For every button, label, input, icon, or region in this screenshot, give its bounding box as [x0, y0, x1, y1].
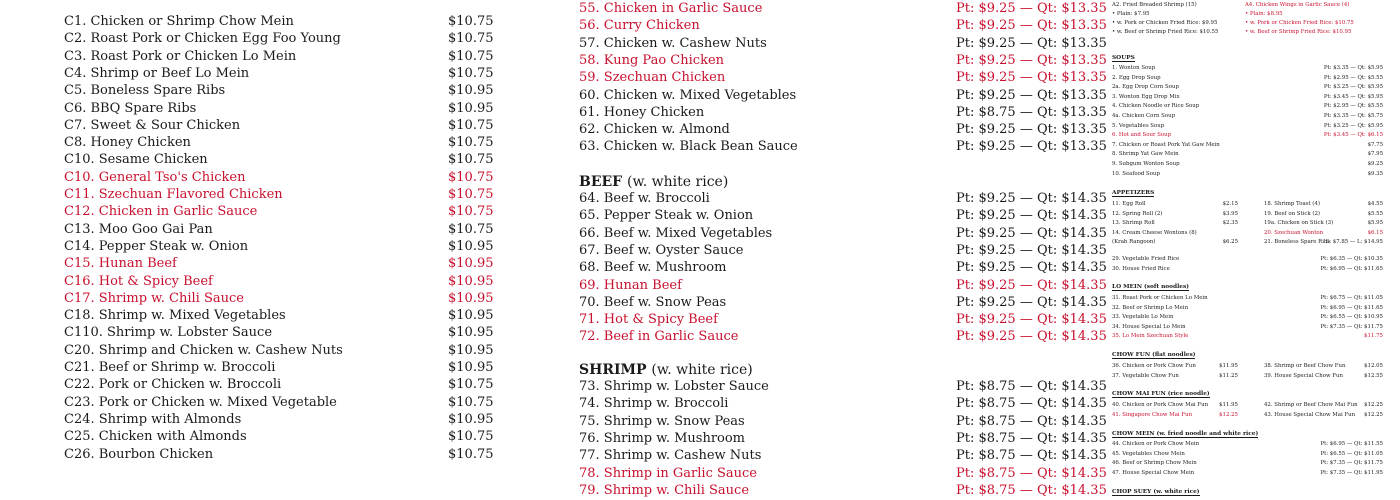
menu-item-price: $10.75: [448, 204, 494, 220]
menu-item: [579, 104, 1107, 121]
thumbnail-item-name: 32. Beef or Shrimp Lo Mein: [1112, 304, 1189, 311]
menu-item-price: $10.75: [448, 135, 494, 151]
menu-item: [64, 290, 494, 307]
thumbnail-item-price: Pt: $7.35 — Qt: $11.75: [1320, 460, 1383, 467]
menu-item-name: C1. Chicken or Shrimp Chow Mein: [64, 14, 294, 29]
menu-item-price: Pt: $8.75 — Qt: $14.35: [956, 448, 1107, 464]
menu-item-price: $10.75: [448, 48, 494, 64]
thumbnail-menu-item: [1112, 313, 1383, 321]
thumbnail-item-name: 29. Vegetable Fried Rice: [1112, 256, 1180, 262]
thumbnail-menu-item: [1112, 74, 1383, 82]
menu-item-name: 71. Hot & Spicy Beef: [579, 312, 718, 328]
thumbnail-item-name: 11. Egg Roll: [1112, 201, 1146, 207]
menu-item-name: 78. Shrimp in Garlic Sauce: [579, 465, 757, 481]
menu-item: [64, 307, 494, 324]
thumbnail-section-title: CHOP SUEY (w. white rice): [1112, 489, 1200, 495]
thumbnail-item-name: 47. House Special Chow Mein: [1112, 469, 1195, 476]
thumbnail-menu-item: [1112, 323, 1383, 331]
thumbnail-item-price: $11.25: [1219, 372, 1238, 379]
menu-item-name: 63. Chicken w. Black Bean Sauce: [579, 139, 798, 155]
thumbnail-section-title: APPETIZERS: [1112, 190, 1155, 196]
thumbnail-menu-item: [1112, 102, 1383, 110]
menu-item: [64, 238, 494, 255]
shrimp-section-subtitle: (w. white rice): [651, 362, 753, 378]
thumbnail-menu-item: [1112, 401, 1238, 409]
thumbnail-item-price: Pt: $3.35 — Qt: $5.95: [1323, 65, 1383, 71]
menu-item-price: Pt: $9.25 — Qt: $14.35: [956, 277, 1107, 293]
menu-item-price: Pt: $8.75 — Qt: $14.35: [956, 430, 1107, 446]
menu-item: [579, 395, 1107, 412]
menu-item-price: $10.75: [448, 31, 494, 47]
menu-item: [579, 69, 1107, 86]
menu-item-name: C23. Pork or Chicken w. Mixed Vegetable: [64, 394, 337, 410]
thumbnail-section-title: SOUPS: [1112, 55, 1135, 61]
thumbnail-item-name: 44. Chicken or Pork Chow Mein: [1112, 441, 1200, 447]
menu-item: [579, 35, 1107, 52]
thumbnail-item-name: 7. Chicken or Roast Pork Yat Gaw Mein: [1112, 141, 1220, 148]
thumbnail-section-title: CHOW FUN (flat noodles): [1112, 352, 1196, 358]
thumbnail-item-name: 31. Roast Pork or Chicken Lo Mein: [1112, 295, 1208, 301]
thumbnail-item-price: $5.95: [1367, 220, 1383, 227]
menu-item-price: $10.95: [448, 100, 494, 116]
menu-item-name: C14. Pepper Steak w. Onion: [64, 238, 249, 254]
menu-item-price: Pt: $8.75 — Qt: $13.35: [956, 104, 1107, 120]
thumbnail-menu-item: [1112, 332, 1383, 340]
thumbnail-item-price: $2.35: [1222, 220, 1238, 227]
menu-item-name: C7. Sweet & Sour Chicken: [64, 117, 241, 133]
thumbnail-item-price: Pt: $6.55 — Qt: $10.95: [1320, 314, 1383, 321]
menu-item: [64, 169, 494, 186]
thumbnail-item-price: Pt: $6.55 — Qt: $11.05: [1320, 450, 1383, 457]
thumbnail-menu-item: [1112, 411, 1238, 419]
menu-item-name: 62. Chicken w. Almond: [579, 122, 730, 138]
menu-column-entrees: [579, 0, 1107, 500]
menu-item: [64, 394, 494, 411]
menu-item-price: Pt: $9.25 — Qt: $13.35: [956, 122, 1107, 138]
menu-item-name: C22. Pork or Chicken w. Broccoli: [64, 377, 282, 393]
thumbnail-item-name: 41. Singapore Chow Mai Fun: [1112, 411, 1193, 418]
menu-item-price: $10.75: [448, 394, 494, 410]
menu-item: [64, 221, 494, 238]
thumbnail-text: • w. Pork or Chicken Fried Rice: $10.75: [1245, 20, 1354, 26]
menu-item-price: Pt: $9.25 — Qt: $13.35: [956, 35, 1107, 51]
menu-item-price: $10.75: [448, 65, 494, 81]
thumbnail-item-price: Pt: $3.25 — Qt: $5.95: [1323, 122, 1383, 129]
menu-item-price: $10.75: [448, 169, 494, 185]
thumbnail-item-price: $12.25: [1219, 411, 1238, 418]
thumbnail-item-price: S: $7.85 — L: $14.95: [1325, 239, 1383, 246]
menu-item-name: C11. Szechuan Flavored Chicken: [64, 187, 283, 202]
menu-item-name: C2. Roast Pork or Chicken Egg Foo Young: [64, 31, 341, 47]
thumbnail-item-name: 39. House Special Chow Fun: [1264, 372, 1343, 379]
thumbnail-item-name: 9. Subgum Wonton Soup: [1112, 161, 1180, 167]
menu-item: [579, 121, 1107, 138]
thumbnail-menu-item: [1112, 112, 1383, 120]
menu-item-price: Pt: $9.25 — Qt: $14.35: [956, 242, 1107, 258]
thumbnail-menu-item: [1264, 401, 1383, 409]
menu-item-price: $10.75: [448, 377, 494, 393]
thumbnail-item-name: 2. Egg Drop Soup: [1112, 74, 1161, 81]
menu-item-name: 60. Chicken w. Mixed Vegetables: [579, 87, 797, 103]
menu-item-name: 69. Hunan Beef: [579, 277, 682, 293]
menu-item-price: $10.95: [448, 325, 494, 341]
menu-item: [64, 186, 494, 203]
thumbnail-item-price: $12.25: [1364, 402, 1383, 408]
menu-item-price: Pt: $9.25 — Qt: $13.35: [956, 87, 1107, 103]
thumbnail-menu-item: [1112, 459, 1383, 467]
thumbnail-item-name: 43. House Special Chow Mai Fun: [1264, 411, 1356, 418]
thumbnail-item-price: Pt: $7.35 — Qt: $11.75: [1320, 323, 1383, 330]
menu-item-price: Pt: $9.25 — Qt: $13.35: [956, 70, 1107, 86]
menu-item: [64, 134, 494, 151]
menu-column-combination-plates: [64, 13, 494, 483]
menu-item: [64, 117, 494, 134]
menu-item: [64, 376, 494, 393]
thumbnail-menu-item: [1264, 411, 1383, 419]
menu-item-price: Pt: $9.25 — Qt: $13.35: [956, 1, 1107, 16]
menu-item-name: C21. Beef or Shrimp w. Broccoli: [64, 360, 276, 375]
thumbnail-item-price: Pt: $6.95 — Qt: $11.65: [1320, 265, 1383, 272]
menu-item: [579, 52, 1107, 69]
thumbnail-item-price: $9.25: [1367, 161, 1383, 167]
thumbnail-item-name: 30. House Fried Rice: [1112, 265, 1170, 272]
thumbnail-text: • w. Beef or Shrimp Fried Rice: $10.95: [1245, 29, 1352, 35]
menu-item-name: C26. Bourbon Chicken: [64, 446, 214, 462]
menu-item: [64, 13, 494, 30]
thumbnail-item-name: 2a. Egg Drop Corn Soup: [1112, 84, 1179, 91]
thumbnail-menu-item: [1112, 469, 1383, 477]
thumbnail-item-price: $11.95: [1219, 402, 1238, 408]
thumbnail-section-title: LO MEIN (soft noodles): [1112, 284, 1189, 290]
thumbnail-item-price: $12.25: [1364, 411, 1383, 418]
menu-item-name: 59. Szechuan Chicken: [579, 70, 726, 86]
menu-item-name: 79. Shrimp w. Chili Sauce: [579, 482, 750, 498]
menu-item-price: $10.75: [448, 14, 494, 29]
menu-item: [579, 207, 1107, 224]
menu-item-name: 70. Beef w. Snow Peas: [579, 294, 727, 310]
menu-item-name: C12. Chicken in Garlic Sauce: [64, 204, 258, 220]
thumbnail-item-price: $11.95: [1219, 363, 1238, 369]
menu-item-name: 68. Beef w. Mushroom: [579, 260, 727, 276]
menu-item-name: C3. Roast Pork or Chicken Lo Mein: [64, 48, 297, 64]
menu-item-name: C15. Hunan Beef: [64, 256, 177, 272]
menu-item-name: 72. Beef in Garlic Sauce: [579, 329, 739, 345]
thumbnail-section-title: CHOW MAI FUN (rice noodle): [1112, 391, 1210, 397]
menu-item-price: $10.75: [448, 187, 494, 202]
thumbnail-item-name: (Krab Rangoon): [1112, 239, 1156, 246]
menu-item: [579, 311, 1107, 328]
menu-page-thumbnail: [1100, 0, 1400, 500]
menu-item-name: C10. General Tso's Chicken: [64, 169, 246, 185]
menu-item-name: 67. Beef w. Oyster Sauce: [579, 242, 744, 258]
menu-item-price: Pt: $9.25 — Qt: $14.35: [956, 260, 1107, 276]
thumbnail-menu-item: [1112, 131, 1383, 139]
menu-item-name: 65. Pepper Steak w. Onion: [579, 208, 754, 224]
menu-item-price: Pt: $9.25 — Qt: $14.35: [956, 208, 1107, 224]
thumbnail-item-name: 34. House Special Lo Mein: [1112, 323, 1186, 330]
thumbnail-item-price: $3.95: [1222, 210, 1238, 217]
menu-item: [579, 294, 1107, 311]
menu-item-price: $10.95: [448, 308, 494, 324]
thumbnail-menu-item: [1264, 362, 1383, 370]
menu-item-name: 76. Shrimp w. Mushroom: [579, 430, 746, 446]
thumbnail-item-name: 46. Beef or Shrimp Chow Mein: [1112, 460, 1197, 467]
menu-item-price: Pt: $9.25 — Qt: $14.35: [956, 294, 1107, 310]
menu-item: [64, 65, 494, 82]
thumbnail-item-price: $4.55: [1367, 201, 1383, 207]
menu-item-name: 75. Shrimp w. Snow Peas: [579, 413, 745, 429]
menu-item-name: 73. Shrimp w. Lobster Sauce: [579, 379, 769, 394]
thumbnail-item-price: $11.75: [1364, 333, 1383, 340]
menu-item: [64, 446, 494, 463]
menu-item-name: C4. Shrimp or Beef Lo Mein: [64, 65, 250, 81]
thumbnail-menu-item: [1112, 265, 1383, 273]
thumbnail-section-title: CHOW MEIN (w. fried noodle and white rice): [1112, 431, 1259, 437]
thumbnail-menu-item: [1112, 440, 1383, 448]
thumbnail-item-name: 19a. Chicken on Stick (3): [1264, 220, 1334, 227]
menu-item-name: C18. Shrimp w. Mixed Vegetables: [64, 308, 286, 324]
menu-item-price: Pt: $9.25 — Qt: $13.35: [956, 18, 1107, 34]
thumbnail-item-name: 14. Cream Cheese Wontons (8): [1112, 229, 1197, 236]
thumbnail-menu-item: [1112, 238, 1238, 246]
menu-item-name: C8. Honey Chicken: [64, 135, 191, 151]
thumbnail-item-price: Pt: $6.35 — Qt: $10.35: [1320, 256, 1383, 262]
thumbnail-item-price: $5.55: [1367, 210, 1383, 217]
thumbnail-item-name: 6. Hot and Sour Soup: [1112, 132, 1172, 139]
menu-item-price: Pt: $9.25 — Qt: $14.35: [956, 312, 1107, 328]
thumbnail-menu-item: [1112, 362, 1238, 370]
thumbnail-item-name: 18. Shrimp Toast (4): [1264, 201, 1320, 207]
beef-section-header: [579, 173, 728, 191]
shrimp-section-title: SHRIMP: [579, 362, 647, 378]
menu-item-price: $10.75: [448, 429, 494, 445]
thumbnail-item-name: 4a. Chicken Corn Soup: [1112, 113, 1176, 119]
menu-item-price: Pt: $8.75 — Qt: $14.35: [956, 413, 1107, 429]
menu-item-price: $10.95: [448, 238, 494, 254]
thumbnail-menu-item: [1112, 141, 1383, 149]
beef-section-subtitle: (w. white rice): [627, 174, 729, 190]
menu-item: [64, 82, 494, 99]
thumbnail-menu-item: [1112, 160, 1383, 168]
menu-item: [64, 48, 494, 65]
menu-item: [64, 255, 494, 272]
thumbnail-menu-item: [1264, 229, 1383, 237]
menu-item: [64, 30, 494, 47]
menu-item: [64, 151, 494, 168]
thumbnail-menu-item: [1112, 219, 1238, 227]
menu-item-price: Pt: $9.25 — Qt: $14.35: [956, 329, 1107, 345]
menu-item-name: 74. Shrimp w. Broccoli: [579, 396, 729, 412]
thumbnail-item-name: 19. Beef on Stick (2): [1264, 210, 1320, 217]
thumbnail-item-price: $12.05: [1364, 363, 1383, 369]
menu-item-name: C20. Shrimp and Chicken w. Cashew Nuts: [64, 342, 343, 358]
thumbnail-text: A2. Fried Breaded Shrimp (15): [1112, 2, 1197, 8]
thumbnail-menu-item: [1264, 210, 1383, 218]
menu-item: [64, 428, 494, 445]
menu-item-name: 57. Chicken w. Cashew Nuts: [579, 35, 767, 51]
thumbnail-item-price: $9.35: [1367, 170, 1383, 177]
thumbnail-item-name: 36. Chicken or Pork Chow Fun: [1112, 363, 1196, 369]
menu-item-price: $10.75: [448, 117, 494, 133]
menu-item: [579, 413, 1107, 430]
menu-item-name: 77. Shrimp w. Cashew Nuts: [579, 448, 762, 464]
menu-item: [579, 242, 1107, 259]
thumbnail-item-price: $7.95: [1367, 151, 1383, 158]
menu-item: [579, 430, 1107, 447]
thumbnail-item-name: 37. Vegetable Chow Fun: [1112, 372, 1179, 379]
menu-item-name: C10. Sesame Chicken: [64, 152, 208, 168]
menu-item-price: Pt: $9.25 — Qt: $13.35: [956, 52, 1107, 68]
menu-item-price: $10.95: [448, 256, 494, 272]
thumbnail-item-name: 21. Boneless Spare Ribs: [1264, 239, 1331, 246]
thumbnail-item-price: Pt: $3.35 — Qt: $5.75: [1323, 113, 1383, 119]
thumbnail-menu-item: [1264, 238, 1383, 246]
menu-item-name: 58. Kung Pao Chicken: [579, 52, 725, 68]
menu-item-name: C110. Shrimp w. Lobster Sauce: [64, 325, 273, 341]
thumbnail-menu-item: [1112, 255, 1383, 263]
menu-item: [579, 378, 1107, 395]
thumbnail-menu-item: [1112, 83, 1383, 91]
menu-item-price: $10.95: [448, 342, 494, 358]
menu-item-price: $10.95: [448, 273, 494, 289]
menu-item-price: Pt: $8.75 — Qt: $14.35: [956, 465, 1107, 481]
menu-item: [579, 482, 1107, 499]
thumbnail-item-name: 5. Vegetables Soup: [1112, 122, 1165, 129]
menu-item-price: Pt: $8.75 — Qt: $14.35: [956, 396, 1107, 412]
thumbnail-item-name: 45. Vegetables Chow Mein: [1112, 450, 1185, 457]
thumbnail-menu-item: [1112, 372, 1238, 380]
thumbnail-item-price: Pt: $3.45 — Qt: $5.95: [1323, 93, 1383, 100]
thumbnail-menu-item: [1112, 200, 1238, 208]
menu-item-name: 56. Curry Chicken: [579, 18, 700, 34]
menu-item-name: 66. Beef w. Mixed Vegetables: [579, 225, 773, 241]
thumbnail-item-price: Pt: $2.95 — Qt: $5.55: [1323, 103, 1383, 110]
menu-item: [579, 465, 1107, 482]
thumbnail-item-price: Pt: $6.95 — Qt: $11.65: [1320, 304, 1383, 311]
thumbnail-item-price: Pt: $7.35 — Qt: $11.95: [1320, 469, 1383, 476]
thumbnail-menu-item: [1112, 150, 1383, 158]
thumbnail-item-price: Pt: $3.45 — Qt: $6.15: [1323, 132, 1383, 139]
menu-item-price: $10.95: [448, 411, 494, 427]
thumbnail-item-name: 8. Shrimp Yat Gaw Mein: [1112, 151, 1179, 158]
thumbnail-item-price: Pt: $6.75 — Qt: $11.05: [1320, 295, 1383, 301]
thumbnail-item-name: 3. Wonton Egg Drop Mix: [1112, 93, 1180, 100]
thumbnail-menu-item: [1264, 219, 1383, 227]
menu-item: [64, 324, 494, 341]
thumbnail-menu-item: [1112, 450, 1383, 458]
menu-item-price: Pt: $8.75 — Qt: $14.35: [956, 482, 1107, 498]
menu-item: [579, 259, 1107, 276]
thumbnail-item-price: Pt: $3.25 — Qt: $5.95: [1323, 84, 1383, 91]
menu-item-price: Pt: $9.25 — Qt: $14.35: [956, 191, 1107, 206]
menu-item: [579, 0, 1107, 17]
thumbnail-item-name: 20. Szechuan Wonton: [1264, 229, 1324, 236]
thumbnail-menu-item: [1112, 64, 1383, 72]
menu-item-price: $10.95: [448, 360, 494, 375]
thumbnail-item-price: $6.25: [1222, 239, 1238, 246]
menu-item-name: C13. Moo Goo Gai Pan: [64, 221, 213, 237]
thumbnail-item-name: 1. Wonton Soup: [1112, 65, 1156, 71]
thumbnail-menu-item: [1264, 200, 1383, 208]
thumbnail-text: • Plain: $8.95: [1245, 11, 1283, 17]
menu-item: [579, 225, 1107, 242]
menu-item-price: Pt: $8.75 — Qt: $14.35: [956, 379, 1107, 394]
thumbnail-menu-item: [1264, 372, 1383, 380]
thumbnail-item-name: 42. Shrimp or Beef Chow Mai Fun: [1264, 402, 1358, 408]
thumbnail-item-name: 13. Shrimp Roll: [1112, 220, 1155, 227]
menu-item: [579, 447, 1107, 464]
menu-item-name: 55. Chicken in Garlic Sauce: [579, 1, 763, 16]
thumbnail-text: • w. Beef or Shrimp Fried Rice: $10.55: [1112, 29, 1219, 35]
thumbnail-menu-item: [1112, 294, 1383, 302]
menu-item: [579, 87, 1107, 104]
menu-item-name: C16. Hot & Spicy Beef: [64, 273, 213, 289]
thumbnail-item-price: Pt: $2.95 — Qt: $5.55: [1323, 74, 1383, 81]
thumbnail-text: A4. Chicken Wings in Garlic Sauce (4): [1245, 2, 1350, 8]
menu-item-price: $10.95: [448, 83, 494, 99]
menu-item: [64, 411, 494, 428]
thumbnail-text: • w. Pork or Chicken Fried Rice: $9.95: [1112, 20, 1218, 26]
menu-item-price: Pt: $9.25 — Qt: $14.35: [956, 225, 1107, 241]
menu-item: [579, 17, 1107, 34]
menu-item-name: C24. Shrimp with Almonds: [64, 411, 242, 427]
menu-item: [579, 190, 1107, 207]
menu-item: [64, 273, 494, 290]
menu-item: [64, 342, 494, 359]
thumbnail-item-price: $7.75: [1367, 141, 1383, 148]
thumbnail-item-price: $6.15: [1367, 229, 1383, 236]
beef-section-title: BEEF: [579, 174, 623, 190]
thumbnail-item-price: $12.55: [1364, 372, 1383, 379]
menu-item: [579, 328, 1107, 345]
menu-item-name: C25. Chicken with Almonds: [64, 429, 247, 445]
menu-item: [64, 100, 494, 117]
thumbnail-item-name: 35. Lo Mein Szechuan Style: [1112, 333, 1189, 340]
menu-item: [64, 203, 494, 220]
thumbnail-item-name: 38. Shrimp or Beef Chow Fun: [1264, 363, 1346, 369]
menu-item-name: C17. Shrimp w. Chili Sauce: [64, 290, 244, 306]
thumbnail-menu-item: [1112, 122, 1383, 130]
thumbnail-text: • Plain: $7.95: [1112, 11, 1150, 17]
thumbnail-menu-item: [1112, 304, 1383, 312]
menu-item: [579, 277, 1107, 294]
thumbnail-menu-item: [1112, 170, 1383, 178]
menu-item-price: Pt: $9.25 — Qt: $13.35: [956, 139, 1107, 155]
menu-item-name: 64. Beef w. Broccoli: [579, 191, 710, 206]
menu-item-price: $10.75: [448, 152, 494, 168]
menu-item-price: $10.75: [448, 446, 494, 462]
thumbnail-item-name: 12. Spring Roll (2): [1112, 210, 1163, 217]
shrimp-section-header: [579, 361, 753, 379]
thumbnail-item-price: Pt: $6.95 — Qt: $11.55: [1320, 441, 1383, 447]
menu-item-name: C6. BBQ Spare Ribs: [64, 100, 197, 116]
thumbnail-item-name: 40. Chicken or Pork Chow Mai Fun: [1112, 402, 1209, 408]
thumbnail-item-name: 33. Vegetable Lo Mein: [1112, 314, 1174, 321]
menu-item-name: C5. Boneless Spare Ribs: [64, 83, 226, 99]
menu-item: [579, 138, 1107, 155]
menu-item-price: $10.95: [448, 290, 494, 306]
menu-item-price: $10.75: [448, 221, 494, 237]
thumbnail-menu-item: [1112, 229, 1238, 237]
thumbnail-item-name: 10. Seafood Soup: [1112, 170, 1160, 177]
thumbnail-menu-item: [1112, 210, 1238, 218]
thumbnail-item-price: $2.15: [1222, 201, 1238, 207]
thumbnail-menu-item: [1112, 93, 1383, 101]
menu-item: [64, 359, 494, 376]
thumbnail-item-name: 4. Chicken Noodle or Rice Soup: [1112, 103, 1200, 110]
menu-item-name: 61. Honey Chicken: [579, 104, 705, 120]
